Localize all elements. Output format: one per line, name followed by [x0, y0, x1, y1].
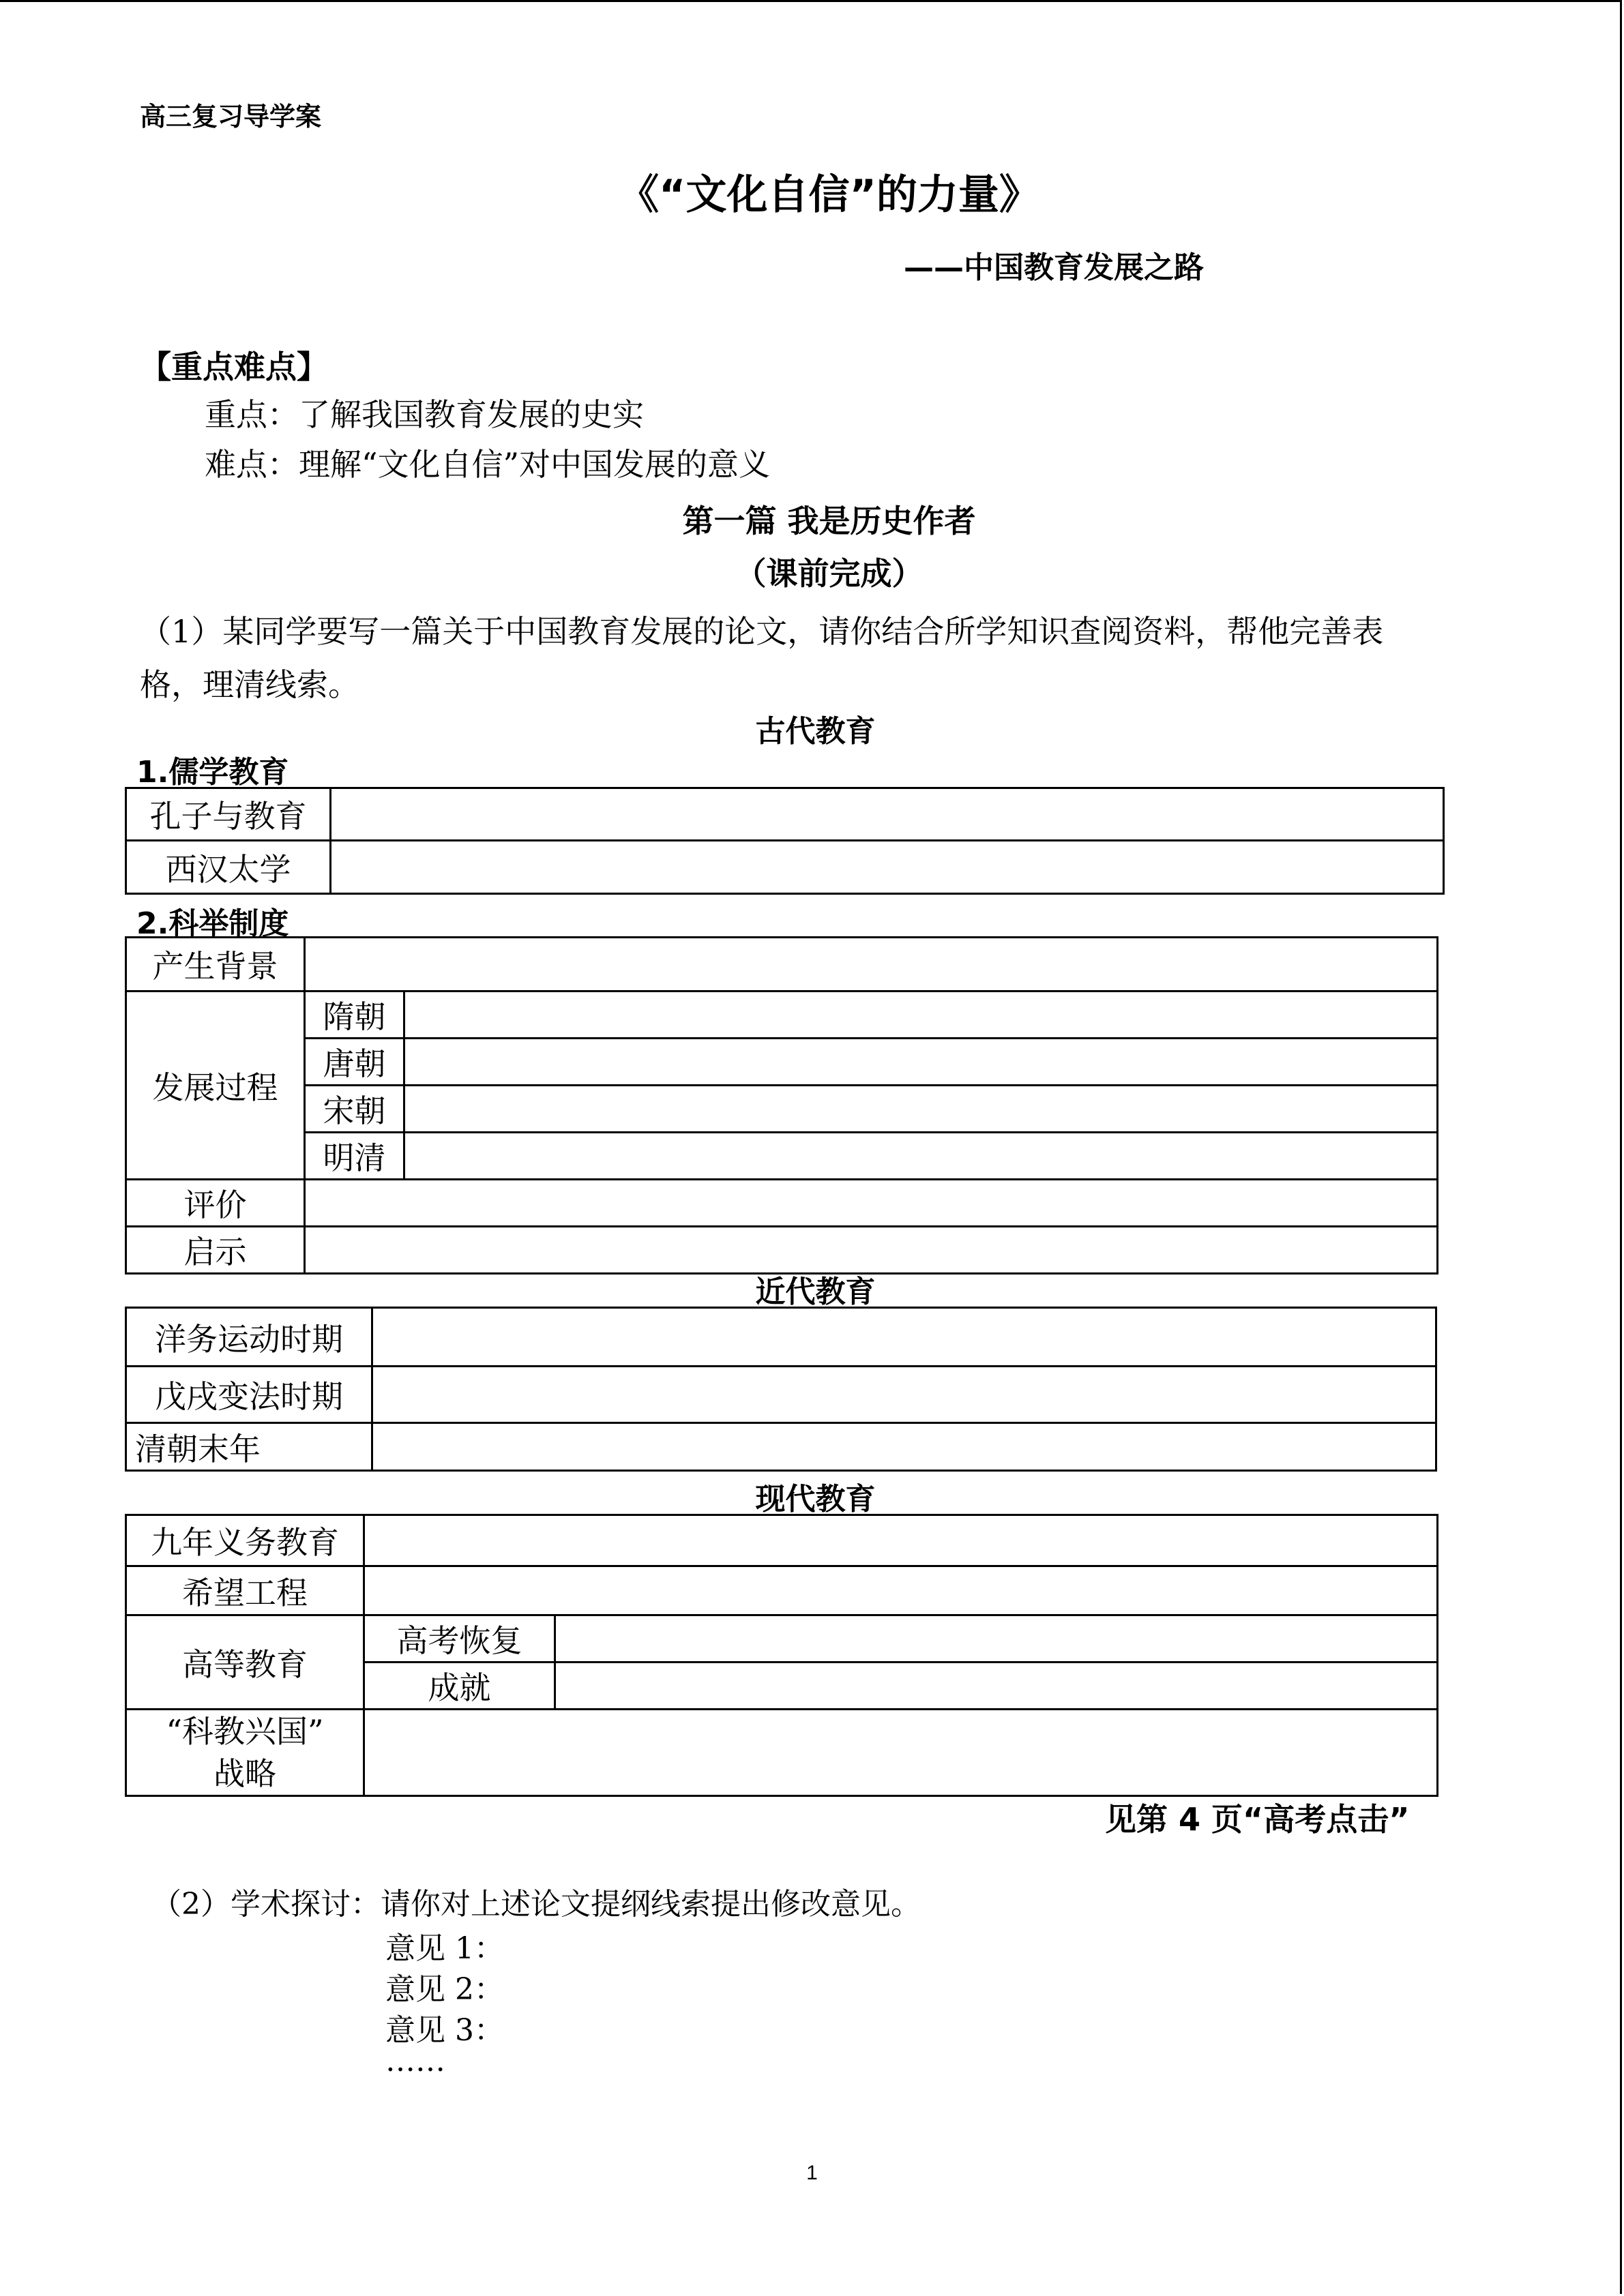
dynasty-label: 唐朝 [305, 1039, 404, 1086]
table-row [126, 938, 1438, 992]
dynasty-label: 宋朝 [305, 1086, 404, 1133]
confucian-table [125, 787, 1445, 895]
row-label: 评价 [126, 1180, 305, 1227]
dynasty-label: 明清 [305, 1133, 404, 1180]
task2-line: （2）学术探讨：请你对上述论文提纲线索提出修改意见。 [151, 1887, 921, 1922]
table-row [126, 992, 1438, 1039]
row-label: 启示 [126, 1227, 305, 1274]
key-point-difficulty: 难点：理解“文化自信”对中国发展的意义 [205, 446, 771, 483]
row-label: 发展过程 [126, 992, 305, 1180]
answer-cell[interactable] [555, 1615, 1438, 1663]
doc-title: 《“文化自信”的力量》 [618, 171, 1040, 219]
ancient-title: 古代教育 [755, 714, 876, 749]
table-row [126, 1515, 1438, 1566]
sub-label: 成就 [364, 1663, 555, 1710]
strategy-label-line2: 战略 [213, 1755, 276, 1792]
table-row [126, 1180, 1438, 1227]
answer-cell[interactable] [364, 1566, 1438, 1615]
table-row [126, 1308, 1436, 1367]
answer-cell[interactable] [404, 992, 1438, 1039]
see-page-note: 见第 4 页“高考点击” [1105, 1801, 1410, 1838]
exam-table [125, 936, 1438, 1274]
row-label: 九年义务教育 [126, 1515, 364, 1566]
confucian-heading: 1.儒学教育 [136, 755, 289, 790]
contemporary-table [125, 1514, 1438, 1797]
row-label: 洋务运动时期 [126, 1308, 372, 1367]
answer-cell[interactable] [331, 841, 1444, 894]
dynasty-label: 隋朝 [305, 992, 404, 1039]
answer-cell[interactable] [372, 1423, 1436, 1471]
answer-cell[interactable] [364, 1515, 1438, 1566]
row-label: 孔子与教育 [126, 788, 331, 841]
answer-cell[interactable] [404, 1133, 1438, 1180]
row-label: 清朝末年 [126, 1423, 372, 1471]
row-label: 产生背景 [126, 938, 305, 992]
answer-cell[interactable] [305, 1180, 1438, 1227]
table-row [126, 1710, 1438, 1796]
opinion-ellipsis: …… [385, 2044, 445, 2078]
row-label: 希望工程 [126, 1566, 364, 1615]
page-number: 1 [806, 2162, 818, 2184]
section-title: 第一篇 我是历史作者 [682, 503, 976, 539]
table-row [126, 1423, 1436, 1471]
table-row [126, 1615, 1438, 1663]
opinion-2: 意见 2： [385, 1972, 504, 2007]
answer-cell[interactable] [404, 1086, 1438, 1133]
key-points-heading: 【重点难点】 [140, 348, 328, 385]
doc-subtitle: ——中国教育发展之路 [904, 250, 1204, 285]
table-row [126, 788, 1444, 841]
row-label: 西汉太学 [126, 841, 331, 894]
answer-cell[interactable] [364, 1710, 1438, 1796]
table-row [126, 841, 1444, 894]
section-subtitle: （课前完成） [735, 555, 924, 592]
task1-line1: （1）某同学要写一篇关于中国教育发展的论文，请你结合所学知识查阅资料，帮他完善表 [140, 613, 1384, 650]
row-label: 戊戌变法时期 [126, 1367, 372, 1423]
answer-cell[interactable] [404, 1039, 1438, 1086]
row-label [126, 1710, 364, 1796]
exam-heading: 2.科举制度 [136, 906, 289, 941]
row-label: 高等教育 [126, 1615, 364, 1710]
key-point-focus: 重点：了解我国教育发展的史实 [205, 396, 644, 433]
modern-early-table [125, 1307, 1437, 1472]
sub-label: 高考恢复 [364, 1615, 555, 1663]
opinion-3: 意见 3： [385, 2013, 504, 2048]
task1-line2: 格，理清线索。 [140, 666, 359, 703]
modern-early-title: 近代教育 [755, 1274, 876, 1309]
table-row [126, 1566, 1438, 1615]
doc-header: 高三复习导学案 [140, 102, 322, 132]
table-row [126, 1133, 1438, 1180]
answer-cell[interactable] [305, 938, 1438, 992]
table-row [126, 1367, 1436, 1423]
opinion-1: 意见 1： [385, 1931, 504, 1966]
strategy-label-line1: “科教兴国” [166, 1713, 324, 1750]
answer-cell[interactable] [555, 1663, 1438, 1710]
answer-cell[interactable] [331, 788, 1444, 841]
answer-cell[interactable] [372, 1367, 1436, 1423]
contemporary-title: 现代教育 [755, 1482, 876, 1517]
answer-cell[interactable] [372, 1308, 1436, 1367]
table-row [126, 1086, 1438, 1133]
table-row [126, 1039, 1438, 1086]
